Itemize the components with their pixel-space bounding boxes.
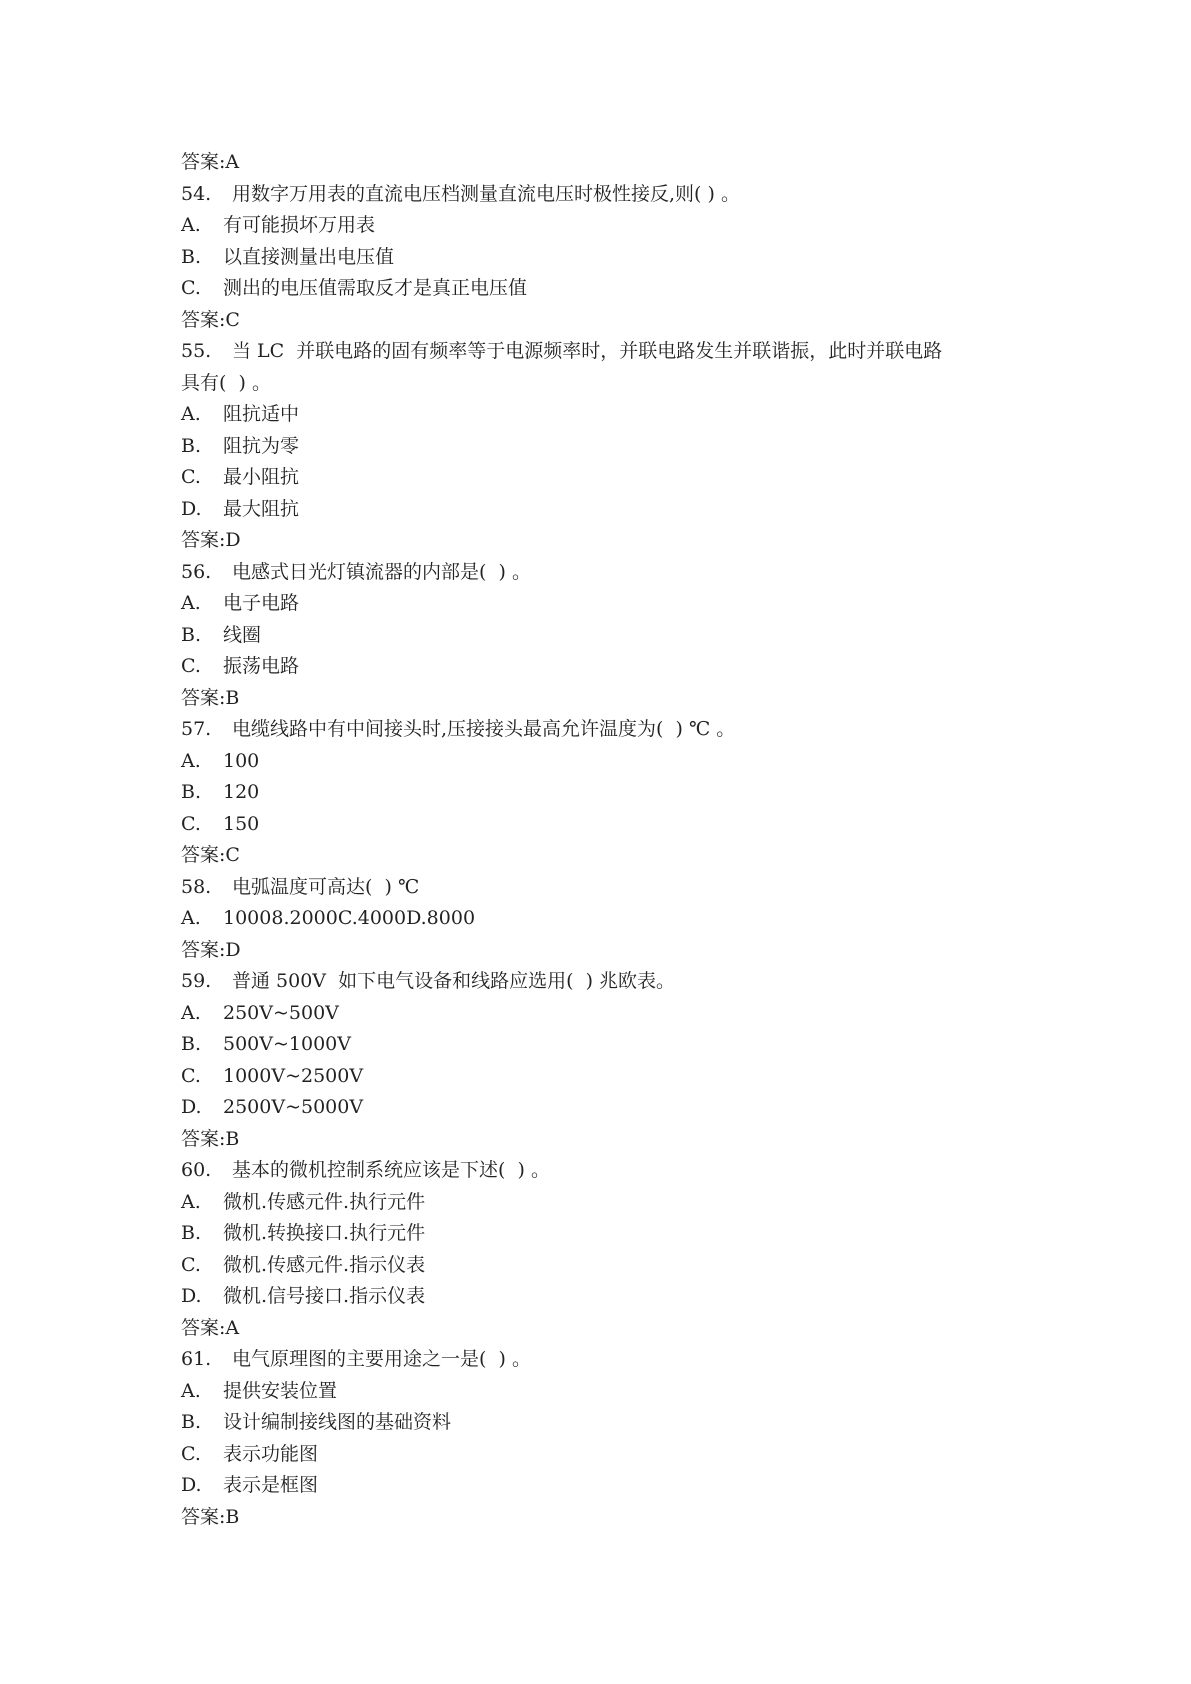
question-text: 用数字万用表的直流电压档测量直流电压时极性接反,则( ) 。 (232, 182, 740, 205)
option-text: 微机.转换接口.执行元件 (223, 1222, 426, 1244)
question-number: 59. (181, 970, 212, 992)
option-letter: C. (181, 466, 201, 488)
option-line (181, 651, 1021, 683)
option-text: 500V~1000V (223, 1033, 351, 1055)
option-letter: B. (181, 623, 202, 646)
answer-text: 答案:D (181, 529, 241, 551)
option-letter: B. (181, 1222, 202, 1244)
option-text: 表示是框图 (223, 1474, 319, 1496)
question-number: 55. (181, 340, 212, 362)
option-letter: C. (181, 812, 201, 835)
question-line (181, 557, 1021, 589)
option-text: 微机.传感元件.执行元件 (223, 1190, 426, 1213)
question-number: 56. (181, 560, 212, 583)
option-line (181, 273, 1021, 305)
option-line (181, 210, 1021, 242)
option-letter: A. (181, 592, 201, 614)
option-letter: B. (181, 781, 202, 803)
option-line (181, 588, 1021, 620)
question-line (181, 179, 1021, 211)
option-text: 250V~500V (223, 1001, 339, 1024)
option-text: 最大阻抗 (223, 497, 300, 520)
question-line (181, 1155, 1021, 1187)
option-text: 以直接测量出电压值 (223, 245, 395, 268)
option-line (181, 620, 1021, 652)
option-line (181, 1250, 1021, 1282)
option-line (181, 494, 1021, 526)
option-line (181, 1218, 1021, 1250)
option-line (181, 777, 1021, 809)
option-letter: D. (181, 497, 202, 520)
option-letter: A. (181, 749, 201, 772)
option-letter: A. (181, 214, 201, 236)
option-letter: A. (181, 1379, 201, 1402)
option-line (181, 1187, 1021, 1219)
answer-text: 答案:C (181, 844, 240, 866)
option-line (181, 399, 1021, 431)
option-letter: C. (181, 1442, 201, 1465)
answer-text: 答案:C (181, 308, 240, 331)
document-body (181, 147, 1021, 1533)
question-line (181, 714, 1021, 746)
option-letter: B. (181, 434, 202, 457)
option-letter: A. (181, 1190, 201, 1213)
option-text: 150 (223, 812, 260, 835)
option-text: 提供安装位置 (223, 1379, 338, 1402)
option-letter: B. (181, 1033, 202, 1055)
option-text: 120 (223, 781, 260, 803)
answer-line (181, 525, 1021, 557)
option-line (181, 903, 1021, 935)
question-line (181, 1344, 1021, 1376)
option-line (181, 1281, 1021, 1313)
option-letter: B. (181, 245, 202, 268)
option-letter: A. (181, 1001, 201, 1024)
option-text: 微机.传感元件.指示仪表 (223, 1253, 426, 1276)
answer-line (181, 147, 1021, 179)
option-letter: D. (181, 1096, 202, 1118)
answer-line (181, 1124, 1021, 1156)
option-letter: C. (181, 277, 201, 299)
answer-text: 答案:D (181, 938, 241, 961)
option-letter: D. (181, 1474, 202, 1496)
option-line (181, 1376, 1021, 1408)
option-line (181, 998, 1021, 1030)
answer-text: 答案:B (181, 1505, 240, 1528)
option-line (181, 1470, 1021, 1502)
option-text: 有可能损坏万用表 (223, 214, 376, 236)
option-text: 1000V~2500V (223, 1064, 364, 1087)
question-line (181, 872, 1021, 904)
question-number: 58. (181, 875, 212, 898)
answer-line (181, 935, 1021, 967)
option-line (181, 1092, 1021, 1124)
option-line (181, 1439, 1021, 1471)
option-letter: A. (181, 907, 201, 929)
question-text: 普通 500V 如下电气设备和线路应选用( ) 兆欧表。 (232, 970, 676, 992)
option-letter: C. (181, 1253, 201, 1276)
option-text: 最小阻抗 (223, 466, 300, 488)
answer-text: 答案:B (181, 686, 240, 709)
question-text: 基本的微机控制系统应该是下述( ) 。 (232, 1159, 550, 1181)
answer-line (181, 305, 1021, 337)
question-text: 电缆线路中有中间接头时,压接接头最高允许温度为( ) ℃ 。 (232, 718, 736, 740)
option-letter: C. (181, 655, 201, 677)
option-line (181, 431, 1021, 463)
option-line (181, 462, 1021, 494)
option-text: 测出的电压值需取反才是真正电压值 (223, 277, 528, 299)
question-continuation (181, 368, 1021, 400)
question-number: 61. (181, 1348, 212, 1370)
option-text: 阻抗适中 (223, 403, 300, 425)
option-letter: A. (181, 403, 201, 425)
option-text: 10008.2000C.4000D.8000 (223, 907, 476, 929)
option-text: 2500V~5000V (223, 1096, 364, 1118)
option-text: 100 (223, 749, 260, 772)
option-line (181, 1029, 1021, 1061)
option-letter: D. (181, 1285, 202, 1307)
option-text: 电子电路 (223, 592, 300, 614)
option-text: 设计编制接线图的基础资料 (223, 1411, 452, 1433)
option-line (181, 809, 1021, 841)
answer-line (181, 1502, 1021, 1534)
option-text: 表示功能图 (223, 1442, 319, 1465)
option-text: 振荡电路 (223, 655, 300, 677)
question-number: 54. (181, 182, 212, 205)
option-line (181, 242, 1021, 274)
answer-line (181, 683, 1021, 715)
question-text: 电感式日光灯镇流器的内部是( ) 。 (232, 560, 531, 583)
answer-text: 答案:B (181, 1127, 240, 1150)
option-line (181, 1061, 1021, 1093)
answer-line (181, 840, 1021, 872)
answer-line (181, 1313, 1021, 1345)
option-line (181, 1407, 1021, 1439)
question-line (181, 336, 1021, 368)
option-letter: B. (181, 1411, 202, 1433)
question-number: 60. (181, 1159, 212, 1181)
answer-text: 答案:A (181, 151, 240, 173)
question-text: 电气原理图的主要用途之一是( ) 。 (232, 1348, 531, 1370)
option-line (181, 746, 1021, 778)
question-number: 57. (181, 718, 212, 740)
question-line (181, 966, 1021, 998)
option-text: 线圈 (223, 623, 262, 646)
option-letter: C. (181, 1064, 201, 1087)
question-text: 电弧温度可高达( ) ℃ (232, 875, 420, 898)
question-text: 具有( ) 。 (181, 371, 271, 394)
option-text: 微机.信号接口.指示仪表 (223, 1285, 426, 1307)
option-text: 阻抗为零 (223, 434, 300, 457)
answer-text: 答案:A (181, 1316, 240, 1339)
question-text: 当 LC 并联电路的固有频率等于电源频率时，并联电路发生并联谐振，此时并联电路 (232, 340, 943, 362)
